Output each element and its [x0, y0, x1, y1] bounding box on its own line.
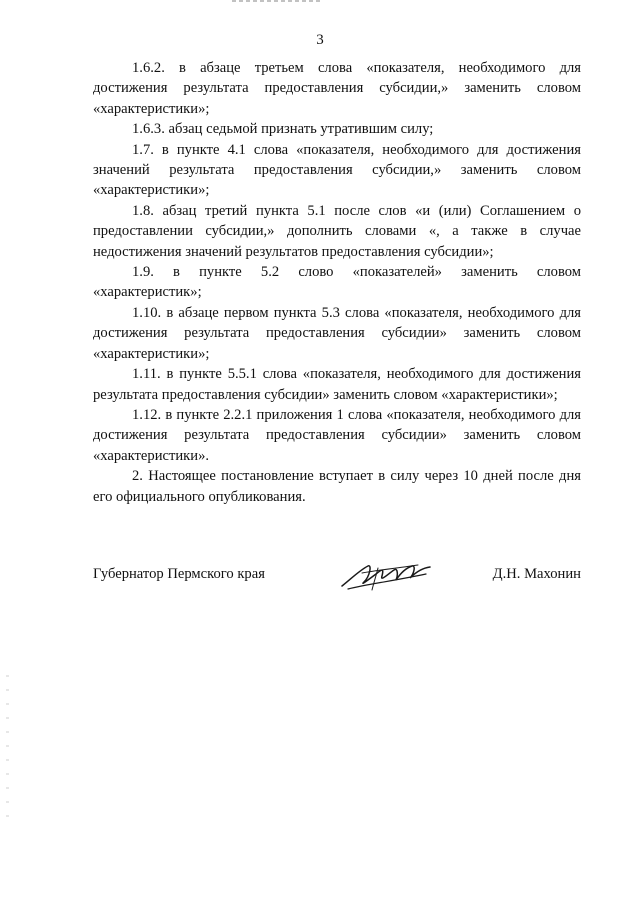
page-number: 3: [316, 32, 324, 48]
handwritten-signature: [338, 556, 433, 596]
signatory-position: Губернатор Пермского края: [93, 566, 265, 582]
paragraph-1-9: 1.9. в пункте 5.2 слово «показателей» заменить словом «характеристик»;: [93, 264, 581, 301]
signature-block: [93, 564, 581, 594]
paragraph-1-10: 1.10. в абзаце первом пункта 5.3 слова «показателя, необходимого для достижения результата предоставления субсидии» заменить словом «характеристики»;: [93, 304, 581, 362]
paragraph-2: 2. Настоящее постановление вступает в силу через 10 дней после дня его официального опубликования.: [93, 468, 581, 505]
paragraph-1-6-3: 1.6.3. абзац седьмой признать утратившим силу;: [132, 121, 434, 138]
scan-specks: [6, 675, 9, 825]
paragraph-1-11: 1.11. в пункте 5.5.1 слова «показателя, необходимого для достижения результата предоставления субсидии» заменить словом «характеристики»;: [93, 366, 581, 403]
paragraph-1-12: 1.12. в пункте 2.2.1 приложения 1 слова «показателя, необходимого для достижения результата предоставления субсидии» заменить словом «характеристики».: [93, 406, 581, 464]
paragraph-1-8: 1.8. абзац третий пункта 5.1 после слов «и (или) Соглашением о предоставлении субсидии,» дополнить словами «, а также в случае недостижения значений результатов предоставления субсидии»;: [93, 202, 581, 260]
paragraph-1-6-2: 1.6.2. в абзаце третьем слова «показателя, необходимого для достижения результата предоставления субсидии,» заменить словом «характеристики»;: [93, 60, 581, 117]
signatory-name: Д.Н. Махонин: [492, 566, 581, 582]
scan-mark: [232, 0, 322, 2]
paragraph-1-7: 1.7. в пункте 4.1 слова «показателя, необходимого для достижения значений результата предоставления субсидии,» заменить словом «характеристики»;: [93, 141, 581, 199]
document-body: [93, 58, 581, 507]
